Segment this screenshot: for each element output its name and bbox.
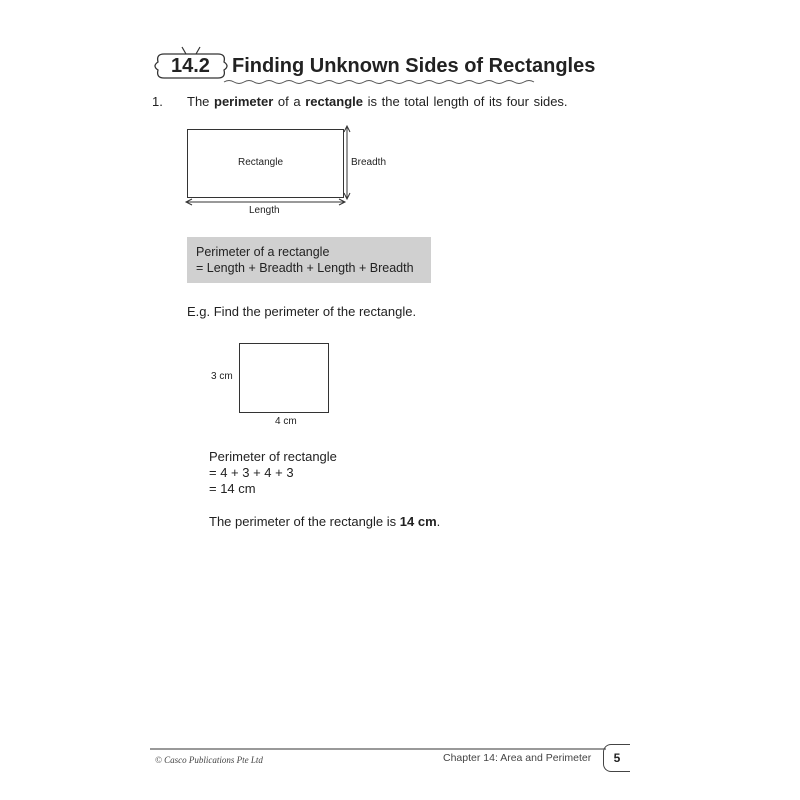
chapter-title: Chapter 14: Area and Perimeter [443,752,592,764]
formula-line-1: Perimeter of a rectangle [196,245,330,259]
example-rectangle [239,343,329,413]
copyright: © Casco Publications Pte Ltd [155,755,263,765]
example-side-label: 3 cm [211,371,233,382]
working [209,449,337,497]
page-title: Finding Unknown Sides of Rectangles [232,55,596,77]
formula-line-2: = Length + Breadth + Length + Breadth [196,261,414,275]
footer-rule [150,748,606,750]
working-line: Perimeter of rectangle [209,449,337,464]
rectangle-label: Rectangle [238,157,284,168]
definition-text: The perimeter of a rectangle is the total length of its four sides. [187,94,568,109]
example-bottom-label: 4 cm [275,416,297,427]
answer-text: The perimeter of the rectangle is 14 cm. [209,514,441,529]
working-line: = 4 + 3 + 4 + 3 [209,465,294,480]
formula-box [187,237,431,283]
length-label: Length [249,205,280,216]
section-number: 14.2 [171,55,210,77]
dimension-arrows [180,124,360,214]
working-line: = 14 cm [209,481,256,496]
breadth-label: Breadth [351,157,387,168]
page-number: 5 [603,744,630,772]
item-number: 1. [152,94,163,109]
example-prompt: E.g. Find the perimeter of the rectangle. [187,304,417,319]
